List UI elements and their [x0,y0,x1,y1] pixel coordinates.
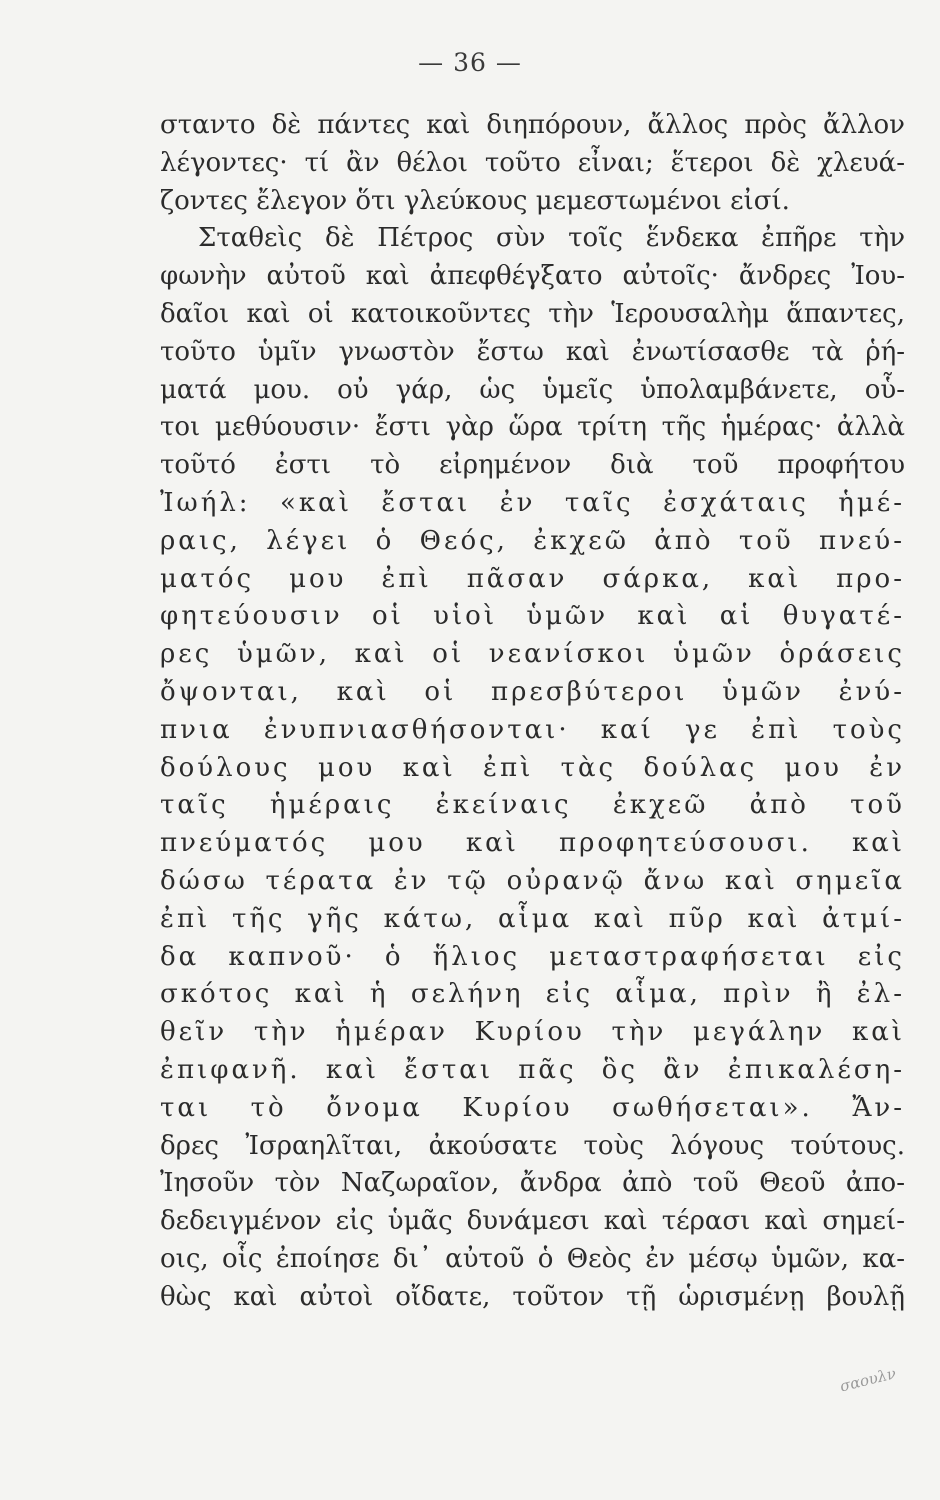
text-line: φητεύουσιν οἱ υἱοὶ ὑμῶν καὶ αἱ θυγατέ- [160,601,905,632]
text-line: σκότος καὶ ἡ σελήνη εἰς αἷμα, πρὶν ἢ ἐλ- [160,979,905,1010]
text-line: ἐπιφανῆ. καὶ ἔσται πᾶς ὃς ἂν ἐπικαλέση- [160,1054,905,1085]
text-line: θὼς καὶ αὐτοὶ οἴδατε, τοῦτον τῇ ὡρισμένῃ βουλῇ [160,1281,905,1312]
text-line: σταντο δὲ πάντες καὶ διηπόρουν, ἄλλος πρὸς ἄλλον [160,110,905,140]
text-line: ται τὸ ὄνομα Κυρίου σωθήσεται». Ἄν- [160,1092,905,1123]
text-line: Σταθεὶς δὲ Πέτρος σὺν τοῖς ἕνδεκα ἐπῆρε τὴν [198,223,905,254]
text-line: Ἰωήλ: «καὶ ἔσται ἐν ταῖς ἐσχάταις ἡμέ- [160,487,905,518]
text-line: ταῖς ἡμέραις ἐκείναις ἐκχεῶ ἀπὸ τοῦ [160,790,905,821]
text-line: φωνὴν αὐτοῦ καὶ ἀπεφθέγξατο αὐτοῖς· ἄνδρες Ἰου- [160,261,905,292]
text-line: ὄψονται, καὶ οἱ πρεσβύτεροι ὑμῶν ἐνύ- [160,676,905,707]
text-line: πνια ἐνυπνιασθήσονται· καί γε ἐπὶ τοὺς [160,714,905,745]
page-number: — 36 — [418,48,522,77]
text-line: πνεύματός μου καὶ προφητεύσουσι. καὶ [160,828,905,859]
text-line: ματά μου. οὐ γάρ, ὡς ὑμεῖς ὑπολαμβάνετε, οὗ- [160,374,905,405]
text-line: ραις, λέγει ὁ Θεός, ἐκχεῶ ἀπὸ τοῦ πνεύ- [160,525,905,556]
text-line: Ἰησοῦν τὸν Ναζωραῖον, ἄνδρα ἀπὸ τοῦ Θεοῦ ἀπο- [160,1168,905,1199]
text-line: θεῖν τὴν ἡμέραν Κυρίου τὴν μεγάλην καὶ [160,1017,905,1048]
text-line: δώσω τέρατα ἐν τῷ οὐρανῷ ἄνω καὶ σημεῖα [160,865,905,896]
text-line: δούλους μου καὶ ἐπὶ τὰς δούλας μου ἐν [160,752,905,783]
text-line: ἐπὶ τῆς γῆς κάτω, αἷμα καὶ πῦρ καὶ ἀτμί- [160,903,905,934]
text-line: δεδειγμένον εἰς ὑμᾶς δυνάμεσι καὶ τέρασι καὶ σημεί- [160,1206,905,1237]
text-line: τοῦτο ὑμῖν γνωστὸν ἔστω καὶ ἐνωτίσασθε τὰ ῥή- [160,336,905,367]
text-line: δρες Ἰσραηλῖται, ἀκούσατε τοὺς λόγους τούτους. [160,1130,905,1161]
body-text [160,107,905,1317]
text-line: ζοντες ἔλεγον ὅτι γλεύκους μεμεστωμένοι εἰσί. [160,185,790,216]
text-line: τοῦτό ἐστι τὸ εἰρημένον διὰ τοῦ προφήτου [160,450,905,481]
text-line: δα καπνοῦ· ὁ ἥλιος μεταστραφήσεται εἰς [160,941,905,972]
text-line: λέγοντες· τί ἂν θέλοι τοῦτο εἶναι; ἕτεροι δὲ χλευά- [160,147,905,178]
text-line: ρες ὑμῶν, καὶ οἱ νεανίσκοι ὑμῶν ὁράσεις [160,639,905,670]
text-line: τοι μεθύουσιν· ἔστι γὰρ ὥρα τρίτη τῆς ἡμέρας· ἀλλὰ [160,412,905,443]
text-line: δαῖοι καὶ οἱ κατοικοῦντες τὴν Ἱερουσαλὴμ ἅπαντες, [160,298,905,329]
text-line: ματός μου ἐπὶ πᾶσαν σάρκα, καὶ προ- [160,563,905,594]
handwritten-margin-note: σαουλν [838,1364,898,1396]
text-line: οις, οἷς ἐποίησε δι᾽ αὐτοῦ ὁ Θεὸς ἐν μέσῳ ὑμῶν, κα- [160,1243,905,1274]
